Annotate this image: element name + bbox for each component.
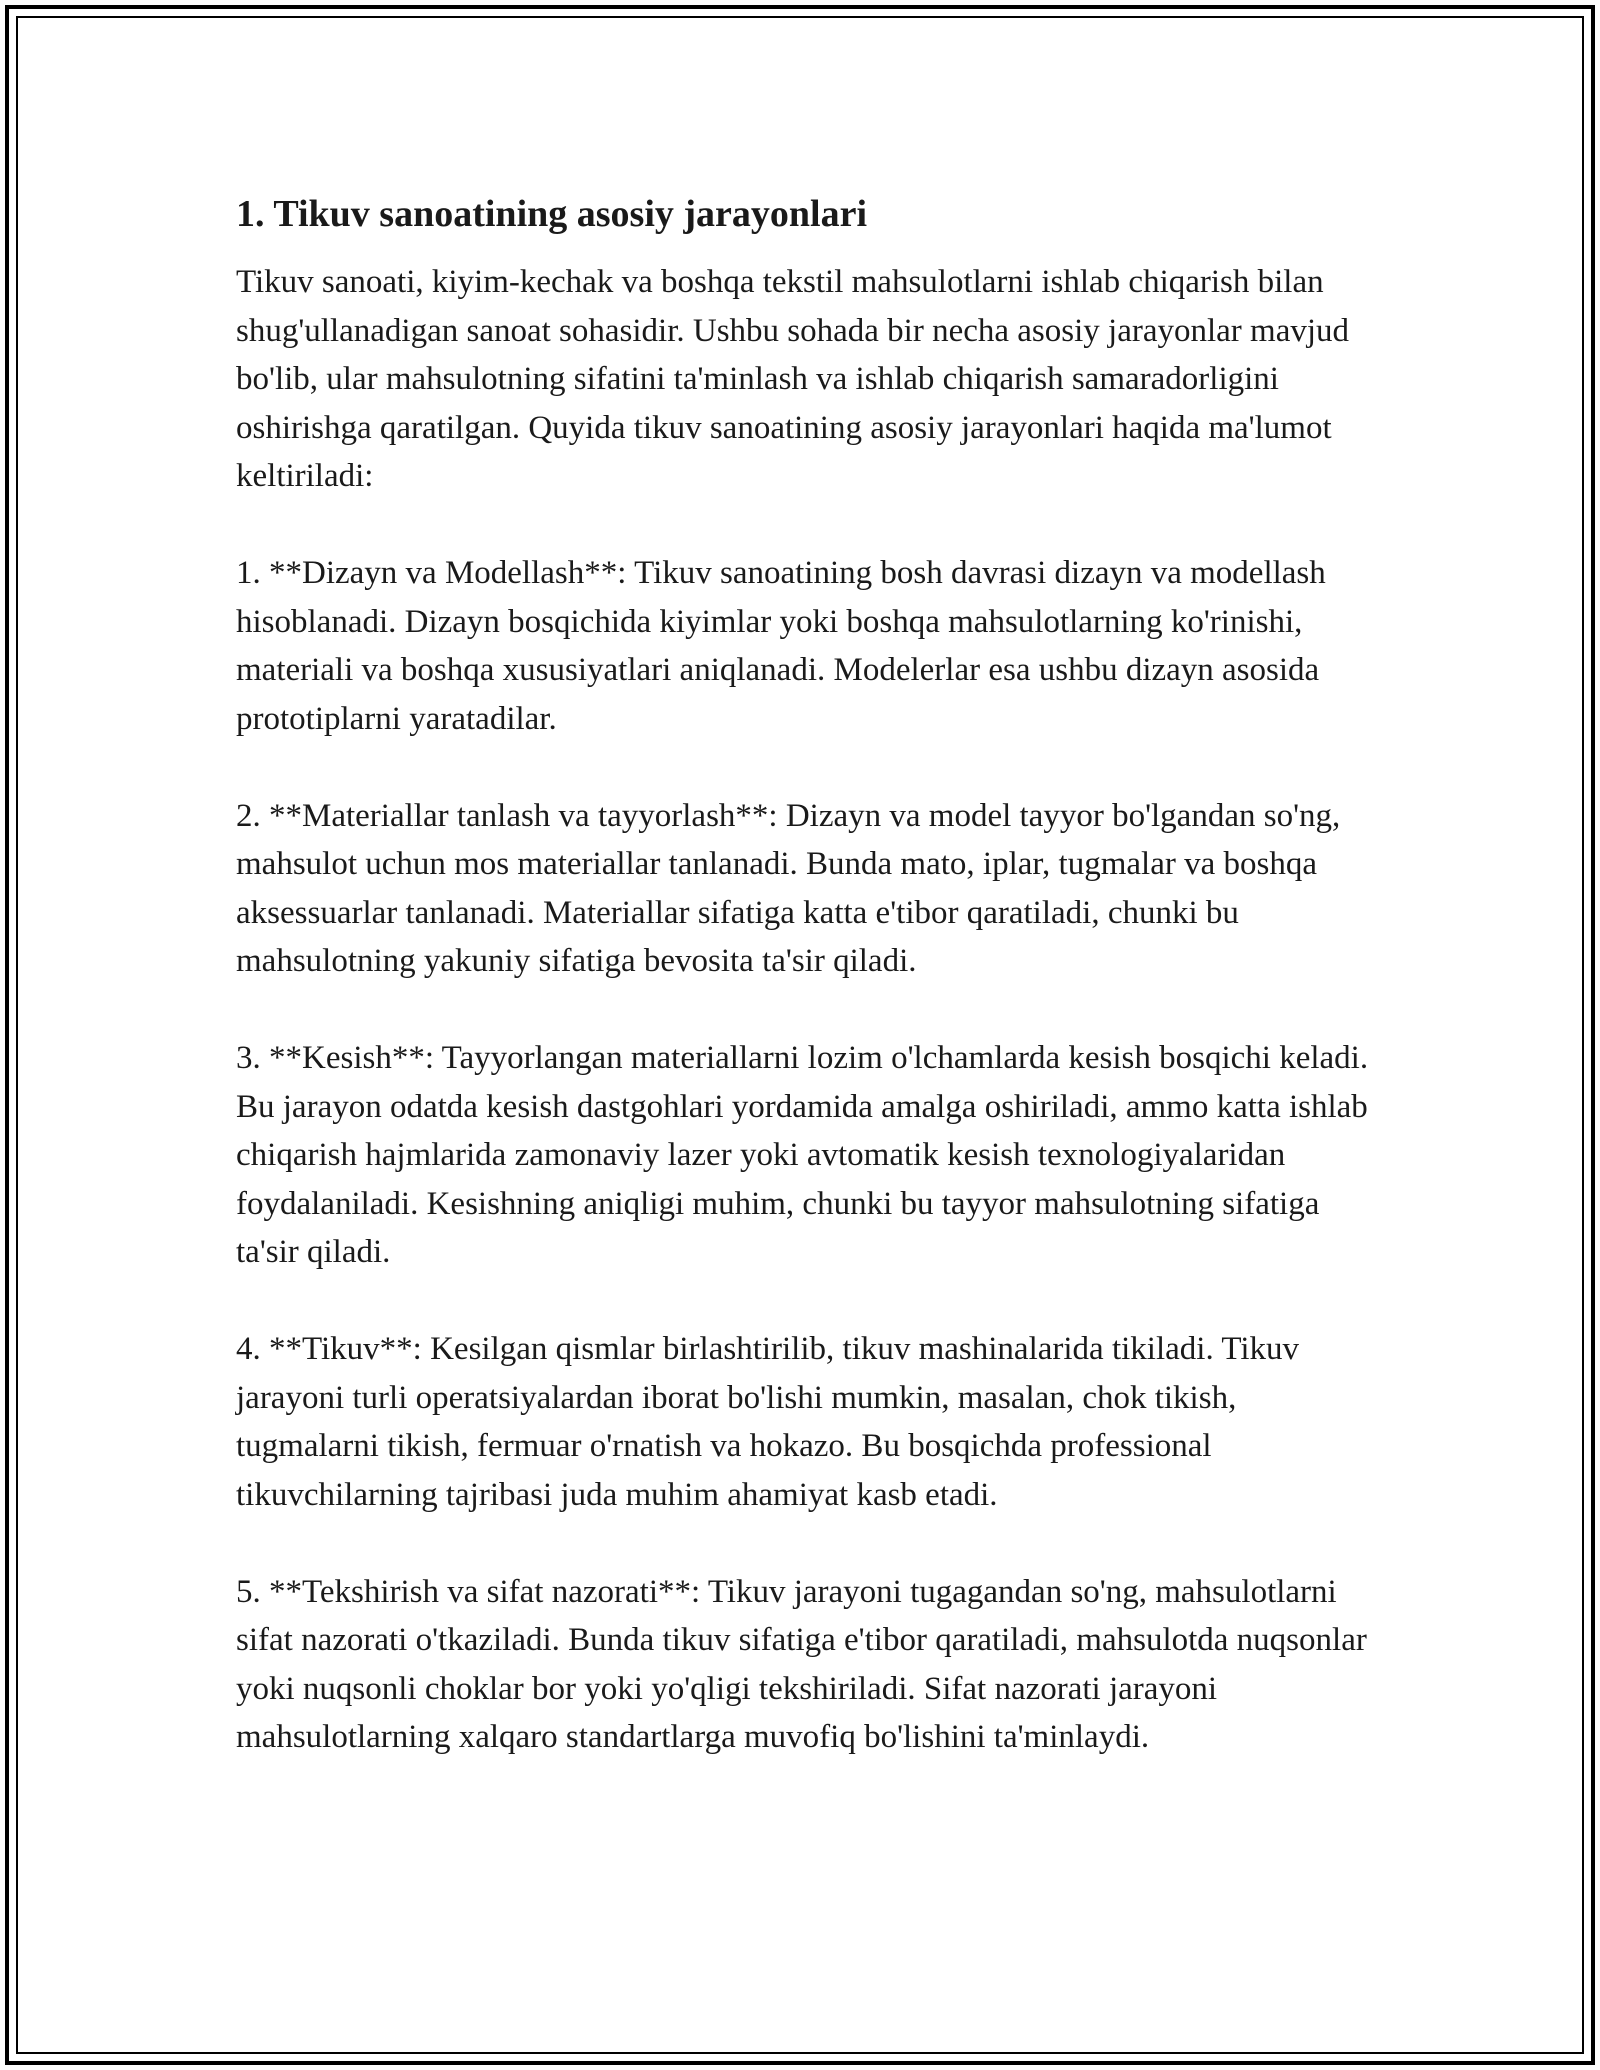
document-body <box>236 190 1386 1810</box>
paragraph-dizayn: 1. **Dizayn va Modellash**: Tikuv sanoatining bosh davrasi dizayn va modellash hisoblanadi. Dizayn bosqichida kiyimlar yoki boshqa mahsulotlarning ko'rinishi, materiali va boshqa xususiyatlari aniqlanadi. Modelerlar esa ushbu dizayn asosida prototiplarni yaratadilar. <box>236 555 1326 737</box>
intro-paragraph: Tikuv sanoati, kiyim-kechak va boshqa tekstil mahsulotlarni ishlab chiqarish bilan shug'ullanadigan sanoat sohasidir. Ushbu sohada bir necha asosiy jarayonlar mavjud bo'lib, ular mahsulotning sifatini ta'minlash va ishlab chiqarish samaradorligini oshirishga qaratilgan. Quyida tikuv sanoatining asosiy jarayonlari haqida ma'lumot keltiriladi: <box>236 264 1350 494</box>
section-heading: 1. Tikuv sanoatining asosiy jarayonlari <box>236 193 868 235</box>
paragraph-tikuv: 4. **Tikuv**: Kesilgan qismlar birlashtirilib, tikuv mashinalarida tikiladi. Tikuv jarayoni turli operatsiyalardan iborat bo'lishi mumkin, masalan, chok tikish, tugmalarni tikish, fermuar o'rnatish va hokazo. Bu bosqichda professional tikuvchilarning tajribasi juda muhim ahamiyat kasb etadi. <box>236 1331 1300 1513</box>
paragraph-tekshirish: 5. **Tekshirish va sifat nazorati**: Tikuv jarayoni tugagandan so'ng, mahsulotlarni sifat nazorati o'tkaziladi. Bunda tikuv sifatiga e'tibor qaratiladi, mahsulotda nuqsonlar yoki nuqsonli choklar bor yoki yo'qligi tekshiriladi. Sifat nazorati jarayoni mahsulotlarning xalqaro standartlarga muvofiq bo'lishini ta'minlaydi. <box>236 1573 1367 1755</box>
paragraph-kesish: 3. **Kesish**: Tayyorlangan materiallarni lozim o'lchamlarda kesish bosqichi keladi. Bu jarayon odatda kesish dastgohlari yordamida amalga oshiriladi, ammo katta ishlab chiqarish hajmlarida zamonaviy lazer yoki avtomatik kesish texnologiyalaridan foydalaniladi. Kesishning aniqligi muhim, chunki bu tayyor mahsulotning sifatiga ta'sir qiladi. <box>236 1040 1369 1270</box>
paragraph-materiallar: 2. **Materiallar tanlash va tayyorlash**: Dizayn va model tayyor bo'lgandan so'ng, mahsulot uchun mos materiallar tanlanadi. Bunda mato, iplar, tugmalar va boshqa aksessuarlar tanlanadi. Materiallar sifatiga katta e'tibor qaratiladi, chunki bu mahsulotning yakuniy sifatiga bevosita ta'sir qiladi. <box>236 797 1341 979</box>
